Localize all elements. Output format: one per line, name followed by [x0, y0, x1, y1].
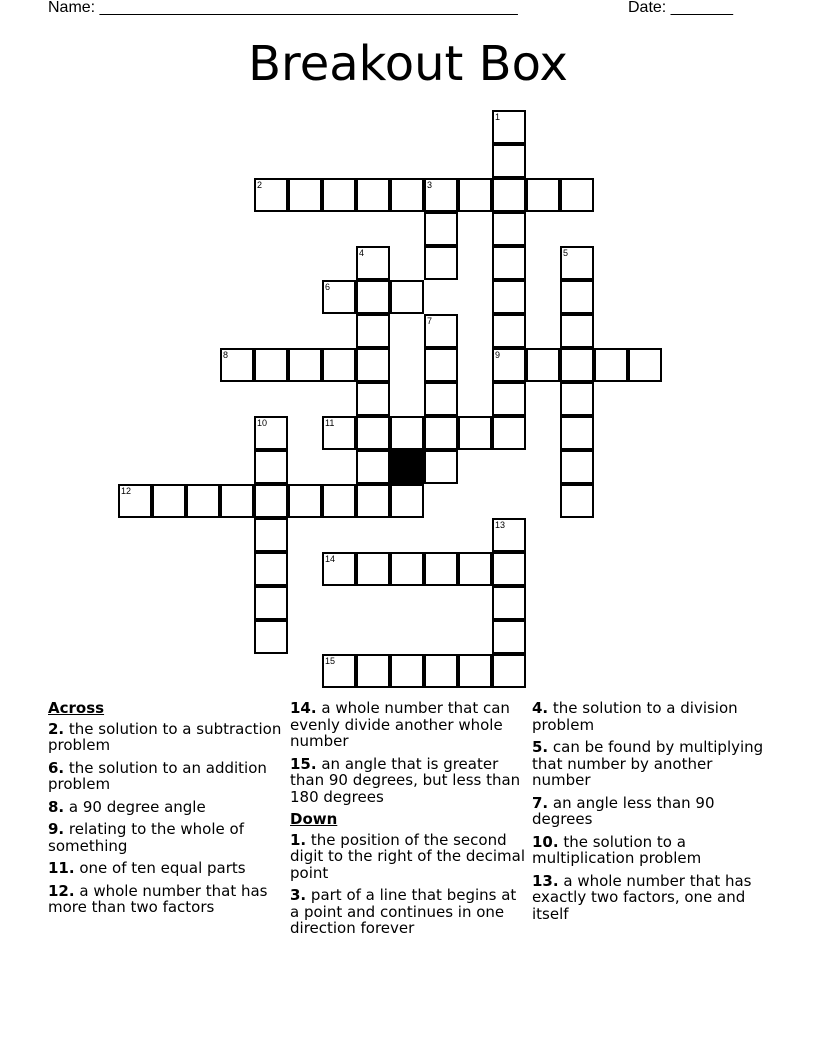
- grid-cell[interactable]: [458, 416, 492, 450]
- grid-cell[interactable]: [492, 654, 526, 688]
- grid-cell[interactable]: [356, 314, 390, 348]
- grid-cell[interactable]: [492, 416, 526, 450]
- grid-cell[interactable]: [390, 484, 424, 518]
- grid-cell[interactable]: [560, 348, 594, 382]
- clue-number-label: 10: [257, 418, 268, 428]
- grid-cell[interactable]: [492, 280, 526, 314]
- grid-cell[interactable]: [492, 178, 526, 212]
- grid-cell[interactable]: [492, 586, 526, 620]
- grid-cell[interactable]: [356, 178, 390, 212]
- clue-number: 2.: [48, 719, 65, 738]
- grid-cell[interactable]: [356, 246, 390, 280]
- clue-number-label: 6: [325, 282, 331, 292]
- down-heading: Down: [290, 810, 338, 828]
- clue-number: 12.: [48, 881, 75, 900]
- grid-cell[interactable]: [254, 416, 288, 450]
- clue-number: 13.: [532, 871, 559, 890]
- clue-number-label: 11: [325, 418, 335, 428]
- grid-cell[interactable]: [424, 552, 458, 586]
- clue-number-label: 5: [563, 248, 569, 258]
- clue-across-15: [290, 756, 526, 806]
- clue-across-2: [48, 721, 284, 754]
- clue-number: 4.: [532, 699, 549, 717]
- clue-text: relating to the whole of something: [48, 820, 244, 855]
- grid-cell[interactable]: [390, 552, 424, 586]
- name-field[interactable]: Name: _______________________________________________: [48, 0, 518, 16]
- clue-down-3: [290, 887, 526, 937]
- grid-cell[interactable]: [322, 178, 356, 212]
- clue-number: 8.: [48, 797, 65, 816]
- clue-number-label: 14: [325, 554, 336, 564]
- grid-cell[interactable]: [356, 280, 390, 314]
- clue-number-label: 4: [359, 248, 365, 258]
- clue-number-label: 2: [257, 180, 263, 190]
- grid-cell[interactable]: [390, 654, 424, 688]
- grid-cell[interactable]: [424, 212, 458, 246]
- grid-cell[interactable]: [458, 178, 492, 212]
- grid-cell[interactable]: [254, 620, 288, 654]
- grid-cell[interactable]: [492, 314, 526, 348]
- clue-number: 1.: [290, 830, 307, 849]
- grid-cell[interactable]: [254, 348, 288, 382]
- grid-cell[interactable]: [322, 654, 356, 688]
- grid-cell[interactable]: [322, 280, 356, 314]
- clue-number-label: 7: [427, 316, 433, 326]
- grid-cell[interactable]: [322, 552, 356, 586]
- grid-cell[interactable]: [492, 348, 526, 382]
- clue-text: one of ten equal parts: [79, 859, 246, 877]
- grid-cell[interactable]: [254, 518, 288, 552]
- grid-cell[interactable]: [526, 178, 560, 212]
- grid-cell[interactable]: [424, 450, 458, 484]
- grid-cell[interactable]: [424, 654, 458, 688]
- clue-across-14: [290, 700, 526, 750]
- grid-cell[interactable]: [322, 484, 356, 518]
- clue-text: the solution to a subtraction problem: [48, 719, 282, 754]
- grid-cell[interactable]: [492, 144, 526, 178]
- grid-cell[interactable]: [492, 620, 526, 654]
- grid-cell[interactable]: [560, 178, 594, 212]
- grid-cell[interactable]: [288, 348, 322, 382]
- grid-cell[interactable]: [594, 348, 628, 382]
- clue-down-4: [532, 700, 768, 733]
- clue-text: a 90 degree angle: [68, 797, 206, 816]
- clue-number-label: 3: [427, 180, 433, 190]
- clue-across-11: [48, 860, 284, 877]
- clue-number-label: 13: [495, 520, 506, 530]
- grid-cell[interactable]: [560, 450, 594, 484]
- clue-text: an angle less than 90 degrees: [532, 793, 715, 828]
- grid-cell[interactable]: [628, 348, 662, 382]
- grid-cell[interactable]: [424, 416, 458, 450]
- clue-text: a whole number that can evenly divide another whole number: [290, 699, 510, 750]
- clue-number-label: 9: [495, 350, 501, 360]
- clue-across-6: [48, 760, 284, 793]
- clue-number: 6.: [48, 758, 65, 777]
- clue-number: 15.: [290, 754, 317, 773]
- grid-cell[interactable]: [560, 416, 594, 450]
- clue-down-13: [532, 873, 768, 923]
- grid-cell[interactable]: [356, 450, 390, 484]
- clue-text: part of a line that begins at a point and continues in one direction forever: [290, 886, 517, 937]
- clue-text: a whole number that has more than two factors: [48, 881, 268, 916]
- grid-cell[interactable]: [560, 280, 594, 314]
- grid-cell[interactable]: [492, 518, 526, 552]
- grid-cell[interactable]: [492, 552, 526, 586]
- clue-number-label: 15: [325, 656, 336, 666]
- grid-cell[interactable]: [424, 382, 458, 416]
- grid-cell[interactable]: [356, 654, 390, 688]
- grid-cell[interactable]: [560, 382, 594, 416]
- grid-cell[interactable]: [390, 178, 424, 212]
- grid-cell[interactable]: [458, 552, 492, 586]
- clue-text: can be found by multiplying that number by another number: [532, 738, 764, 789]
- clue-text: the position of the second digit to the right of the decimal point: [290, 830, 525, 882]
- date-field[interactable]: Date: _______: [628, 0, 733, 16]
- clue-down-5: [532, 739, 768, 789]
- grid-cell[interactable]: [424, 178, 458, 212]
- grid-cell[interactable]: [492, 212, 526, 246]
- clue-number: 9.: [48, 820, 65, 838]
- clue-text: an angle that is greater than 90 degrees, but less than 180 degrees: [290, 754, 521, 806]
- clue-text: a whole number that has exactly two factors, one and itself: [532, 871, 752, 923]
- page-title: Breakout Box: [248, 36, 568, 92]
- grid-cell[interactable]: [254, 178, 288, 212]
- clue-number: 11.: [48, 859, 75, 877]
- grid-cell[interactable]: [118, 484, 152, 518]
- clues-column-3: [532, 700, 768, 928]
- clue-number: 5.: [532, 738, 549, 756]
- grid-cell[interactable]: [526, 348, 560, 382]
- clue-number: 7.: [532, 793, 549, 812]
- grid-cell[interactable]: [254, 484, 288, 518]
- grid-cell[interactable]: [356, 552, 390, 586]
- grid-cell[interactable]: [322, 348, 356, 382]
- grid-cell[interactable]: [560, 314, 594, 348]
- grid-cell[interactable]: [390, 280, 424, 314]
- grid-cell[interactable]: [458, 654, 492, 688]
- clue-text: the solution to an addition problem: [48, 758, 267, 793]
- grid-cell[interactable]: [424, 314, 458, 348]
- grid-cell[interactable]: [356, 348, 390, 382]
- grid-cell[interactable]: [288, 484, 322, 518]
- clue-across-8: [48, 799, 284, 816]
- clue-down-1: [290, 832, 526, 882]
- clue-number: 14.: [290, 699, 317, 717]
- clue-number-label: 8: [223, 350, 229, 360]
- grid-cell[interactable]: [152, 484, 186, 518]
- clue-number: 3.: [290, 886, 307, 904]
- clue-down-7: [532, 795, 768, 828]
- grid-cell[interactable]: [560, 484, 594, 518]
- grid-cell[interactable]: [220, 348, 254, 382]
- blocked-cell: [390, 450, 424, 484]
- clues-column-2: [290, 700, 526, 943]
- grid-cell[interactable]: [492, 382, 526, 416]
- grid-cell[interactable]: [390, 416, 424, 450]
- clue-number: 10.: [532, 832, 559, 851]
- grid-cell[interactable]: [424, 348, 458, 382]
- across-heading: Across: [48, 699, 105, 717]
- clue-across-9: [48, 821, 284, 854]
- clue-text: the solution to a division problem: [532, 699, 738, 734]
- grid-cell[interactable]: [186, 484, 220, 518]
- grid-cell[interactable]: [560, 246, 594, 280]
- grid-cell[interactable]: [356, 416, 390, 450]
- grid-cell[interactable]: [424, 246, 458, 280]
- clue-text: the solution to a multiplication problem: [532, 832, 702, 867]
- clue-number-label: 12: [121, 486, 132, 496]
- grid-cell[interactable]: [322, 416, 356, 450]
- grid-cell[interactable]: [492, 246, 526, 280]
- grid-cell[interactable]: [254, 450, 288, 484]
- clue-down-10: [532, 834, 768, 867]
- grid-cell[interactable]: [254, 552, 288, 586]
- grid-cell[interactable]: [220, 484, 254, 518]
- clues-column-1: [48, 700, 284, 922]
- grid-cell[interactable]: [356, 484, 390, 518]
- grid-cell[interactable]: [356, 382, 390, 416]
- clue-across-12: [48, 883, 284, 916]
- grid-cell[interactable]: [492, 110, 526, 144]
- grid-cell[interactable]: [254, 586, 288, 620]
- grid-cell[interactable]: [288, 178, 322, 212]
- clue-number-label: 1: [495, 112, 501, 122]
